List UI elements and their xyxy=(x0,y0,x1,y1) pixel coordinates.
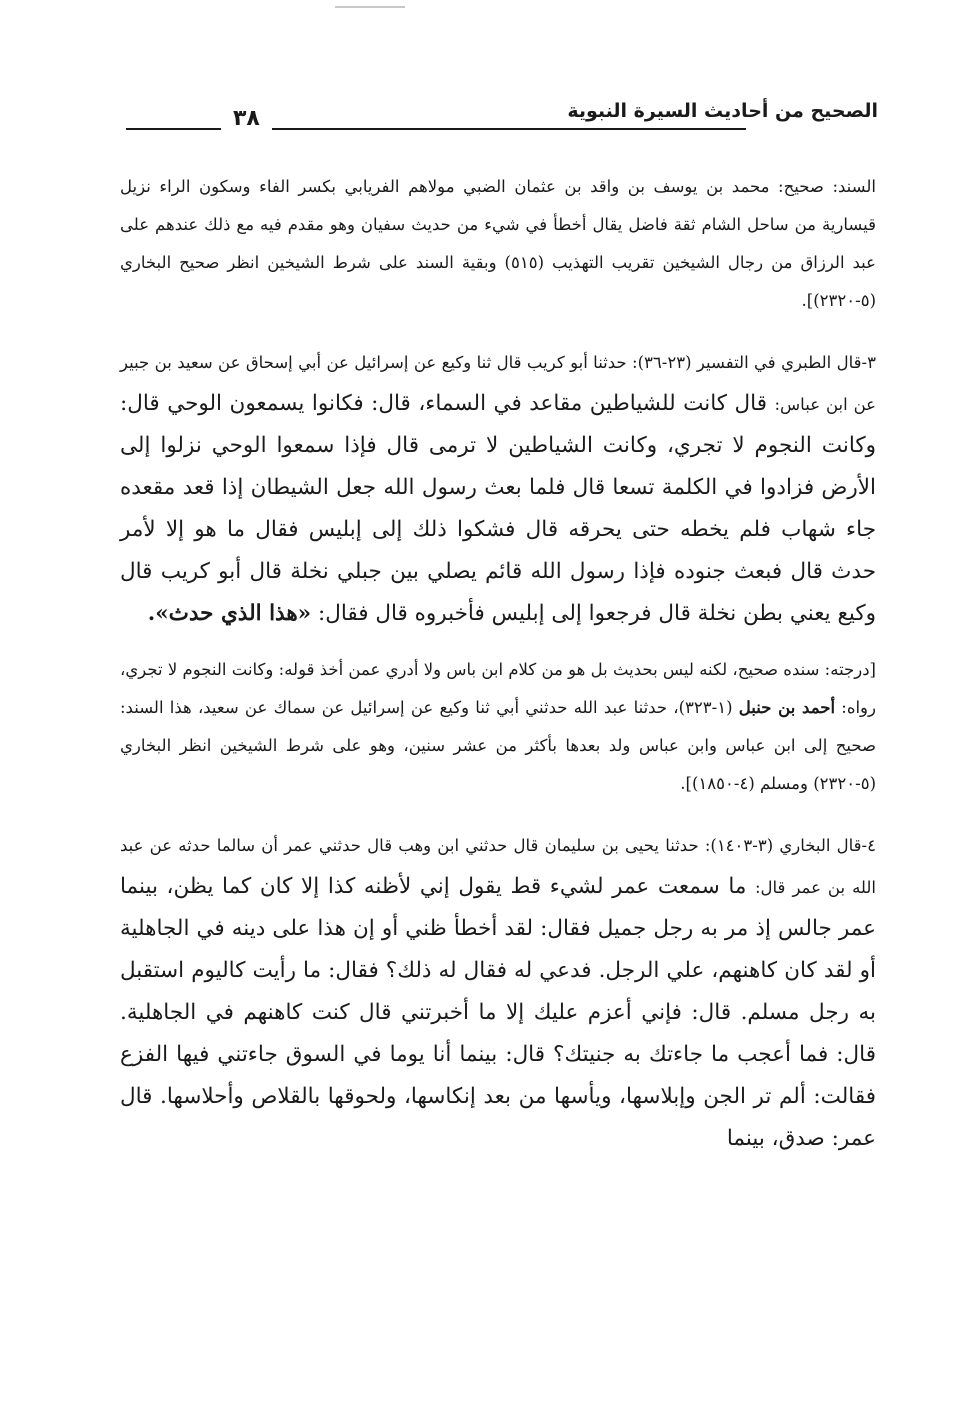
grading-text-part1: [درجته: سنده صحيح، لكنه ليس بحديث بل هو من كلام ابن باس ولا أدري عمن أخذ قوله: وكانت النجوم لا تجري، رواه: xyxy=(120,660,876,717)
grading-narrator: أحمد بن حنبل xyxy=(738,698,836,717)
running-header xyxy=(126,96,878,136)
page-body xyxy=(120,168,876,1160)
hadith-3-matn: قال كانت للشياطين مقاعد في السماء، قال: فكانوا يسمعون الوحي قال: وكانت النجوم لا تجري، وكانت الشياطين لا ترمى قال فإذا سمعوا الوحي نزلوا إلى الأرض فزادوا في الكلمة تسعا قال فلما بعث رسول الله جعل الشيطان إذا قعد مقعده جاء شهاب فلم يخطه حتى يحرقه قال فشكوا ذلك إلى إبليس فقال ما هو إلا لأمر حدث قال فبعث جنوده فإذا رسول الله قائم يصلي بين جبلي نخلة قال أبو كريب قال وكيع يعني بطن نخلة قال فرجعوا إلى إبليس فأخبروه قال فقال: xyxy=(120,391,876,626)
sanad-paragraph xyxy=(120,168,876,320)
hadith-3-paragraph xyxy=(120,342,876,635)
hadith-3-quote: «هذا الذي حدث». xyxy=(147,601,312,626)
top-edge-mark xyxy=(335,6,405,8)
hadith-4-paragraph xyxy=(120,825,876,1160)
hadith-4-isnad: ٤-قال البخاري (٣-١٤٠٣): حدثنا يحيى بن سليمان قال حدثني ابن وهب قال حدثني عمر أن سالما حدثه عن عبد الله بن عمر قال: xyxy=(120,836,876,897)
sanad-text: السند: صحيح: محمد بن يوسف بن واقد بن عثمان الضبي مولاهم الفريابي بكسر الفاء وسكون الراء نزيل قيسارية من ساحل الشام ثقة فاضل يقال أخطأ في شيء من حديث سفيان وهو مقدم فيه مع ذلك عندهم على عبد الرزاق من رجال الشيخين تقريب التهذيب (٥١٥) وبقية السند على شرط الشيخين انظر صحيح البخاري (٥-٢٣٢٠)]. xyxy=(120,177,876,310)
grading-text-part2: (١-٣٢٣)، حدثنا عبد الله حدثني أبي ثنا وكيع عن إسرائيل عن سماك عن سعيد، هذا السند: صحيح إلى ابن عباس وابن عباس ولد بعدها بأكثر من عشر سنين، وهو على شرط الشيخين انظر البخاري (٥-٢٣٢٠) ومسلم (٤-١٨٥٠)]. xyxy=(120,698,876,793)
header-rule xyxy=(126,128,746,130)
grading-paragraph xyxy=(120,651,876,803)
hadith-4-matn: ما سمعت عمر لشيء قط يقول إني لأظنه كذا إلا كان كما يظن، بينما عمر جالس إذ مر به رجل جميل فقال: لقد أخطأ ظني أو إن هذا على دينه في الجاهلية أو لقد كان كاهنهم، علي الرجل. فدعي له فقال له ذلك؟ فقال: ما رأيت كاليوم استقبل به رجل مسلم. قال: فإني أعزم عليك إلا ما أخبرتني قال كنت كاهنهم في الجاهلية. قال: فما أعجب ما جاءتك به جنيتك؟ قال: بينما أنا يوما في السوق جاءتني فيها الفزع فقالت: ألم تر الجن وإبلاسها، ويأسها من بعد إنكاسها، ولحوقها بالقلاص وأحلاسها. قال عمر: صدق، بينما xyxy=(120,874,876,1151)
book-title: الصحيح من أحاديث السيرة النبوية xyxy=(567,100,878,122)
page-number: ٣٨ xyxy=(221,106,272,131)
hadith-3-isnad: ٣-قال الطبري في التفسير (٢٣-٣٦): حدثنا أبو كريب قال ثنا وكيع عن إسرائيل عن أبي إسحاق عن سعيد بن جبير عن ابن عباس: xyxy=(120,353,876,414)
